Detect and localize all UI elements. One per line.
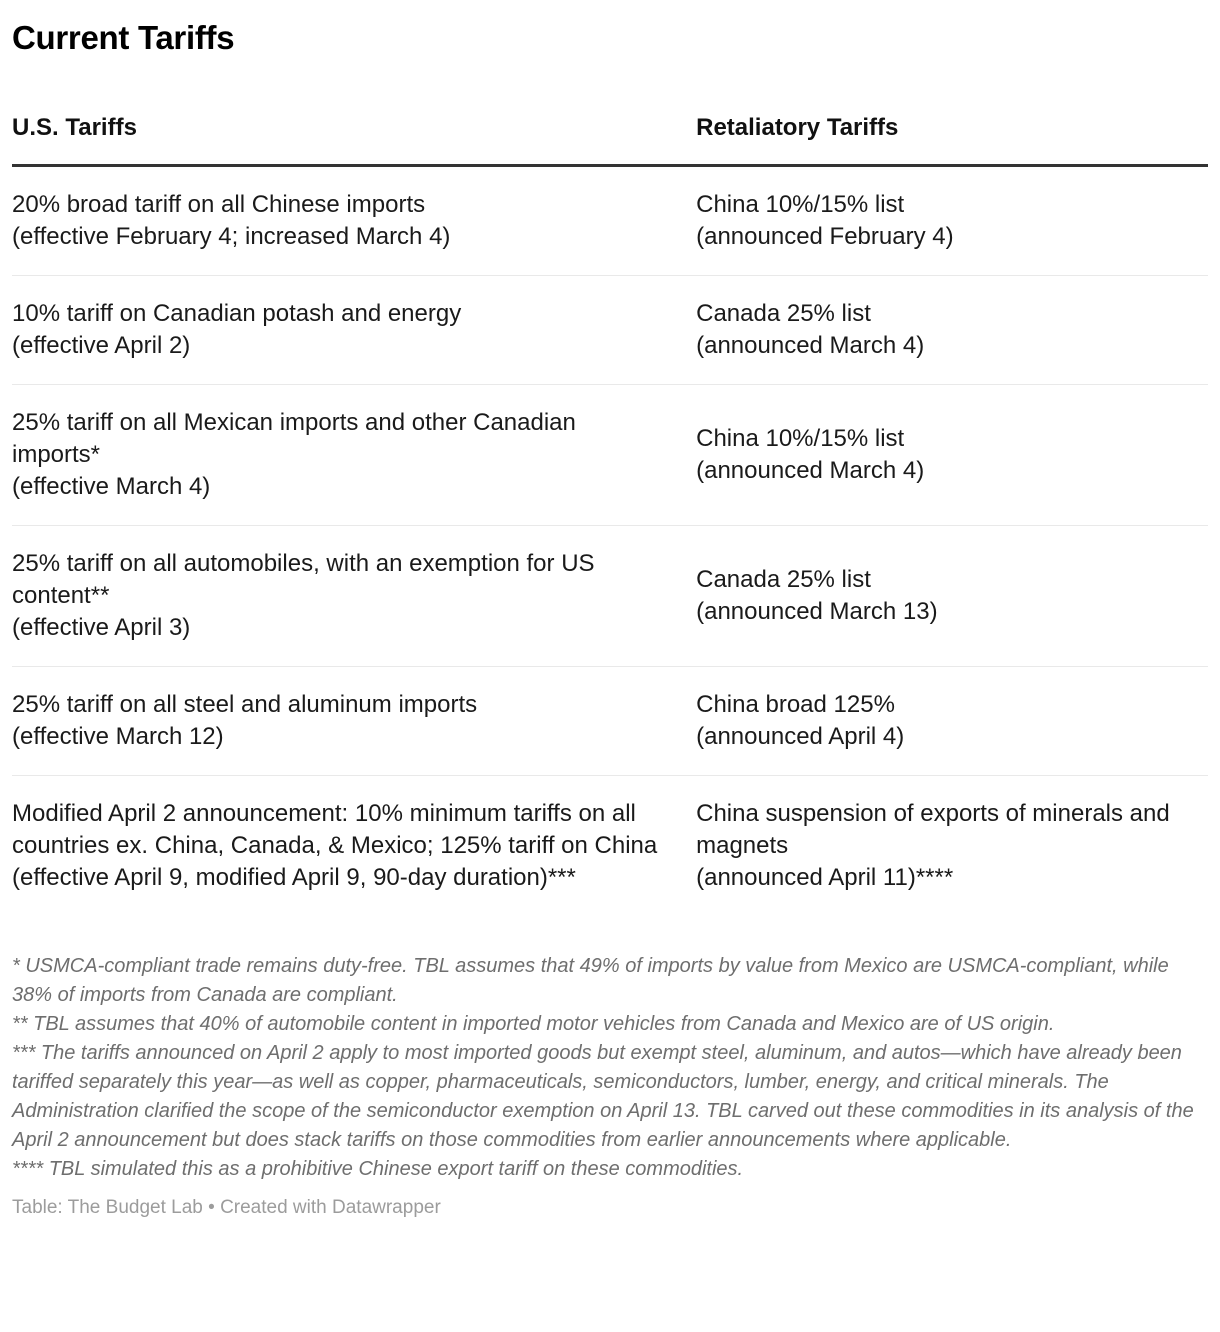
tariff-description: 25% tariff on all automobiles, with an exemption for US content** (12, 550, 595, 609)
page-title: Current Tariffs (12, 19, 235, 56)
us-tariff-cell (12, 276, 696, 385)
footnote-export-tariff: **** TBL simulated this as a prohibitive Chinese export tariff on these commodities. (12, 1158, 744, 1180)
tariff-description: China suspension of exports of minerals and magnets (696, 800, 1170, 859)
table-row (12, 776, 1208, 917)
footnote-auto-content: ** TBL assumes that 40% of automobile content in imported motor vehicles from Canada and Mexico are of US origin. (12, 1013, 1055, 1035)
table-row (12, 276, 1208, 385)
tariff-date-note: (announced March 4) (696, 457, 925, 484)
tariff-description: 25% tariff on all Mexican imports and other Canadian imports* (12, 409, 576, 468)
table-row (12, 166, 1208, 276)
tariffs-table (12, 114, 1208, 916)
tariff-date-note: (effective February 4; increased March 4) (12, 223, 451, 250)
retaliatory-tariff-cell (696, 385, 1208, 526)
column-header-us-tariffs: U.S. Tariffs (12, 114, 696, 166)
footnote-usmca: * USMCA-compliant trade remains duty-free. TBL assumes that 49% of imports by value from Mexico are USMCA-compliant, while 38% of imports from Canada are compliant. (12, 955, 1169, 1006)
header-row (12, 114, 1208, 166)
tariff-date-note: (announced April 4) (696, 723, 905, 750)
tariff-description: China 10%/15% list (696, 191, 905, 218)
tariff-description: 25% tariff on all steel and aluminum imports (12, 691, 478, 718)
table-row (12, 667, 1208, 776)
us-tariff-cell (12, 776, 696, 917)
table-row (12, 385, 1208, 526)
us-tariff-cell (12, 526, 696, 667)
tariff-description: Canada 25% list (696, 300, 871, 327)
tariff-date-note: (effective March 12) (12, 723, 224, 750)
tariff-description: 10% tariff on Canadian potash and energy (12, 300, 462, 327)
tariff-description: China 10%/15% list (696, 425, 905, 452)
table-row (12, 526, 1208, 667)
tariff-date-note: (effective April 9, modified April 9, 90-day duration)*** (12, 864, 576, 891)
tariff-date-note: (announced March 4) (696, 332, 925, 359)
footnote-april2-scope: *** The tariffs announced on April 2 apply to most imported goods but exempt steel, aluminum, and autos—which have already been tariffed separately this year—as well as copper, pharmaceuticals, semiconductors, lumber, energy, and critical minerals. The Administration clarified the scope of the semiconductor exemption on April 13. TBL carved out these commodities in its analysis of the April 2 announcement but does stack tariffs on those commodities from earlier announcements where applicable. (12, 1042, 1194, 1151)
us-tariff-cell (12, 385, 696, 526)
tariff-date-note: (announced April 11)**** (696, 864, 954, 891)
tariff-description: Canada 25% list (696, 566, 871, 593)
footnotes-block (12, 952, 1208, 1184)
tariff-date-note: (effective March 4) (12, 473, 211, 500)
tariff-date-note: (effective April 2) (12, 332, 191, 359)
us-tariff-cell (12, 166, 696, 276)
tariff-date-note: (announced March 13) (696, 598, 938, 625)
tariff-description: China broad 125% (696, 691, 895, 718)
tariff-date-note: (announced February 4) (696, 223, 954, 250)
tariff-description: Modified April 2 announcement: 10% minimum tariffs on all countries ex. China, Canada, & Mexico; 125% tariff on China (12, 800, 658, 859)
retaliatory-tariff-cell (696, 166, 1208, 276)
tariff-date-note: (effective April 3) (12, 614, 191, 641)
retaliatory-tariff-cell (696, 667, 1208, 776)
retaliatory-tariff-cell (696, 776, 1208, 917)
tariff-description: 20% broad tariff on all Chinese imports (12, 191, 426, 218)
retaliatory-tariff-cell (696, 526, 1208, 667)
source-attribution: Table: The Budget Lab • Created with Datawrapper (12, 1197, 441, 1218)
column-header-retaliatory-tariffs: Retaliatory Tariffs (696, 114, 1208, 166)
retaliatory-tariff-cell (696, 276, 1208, 385)
us-tariff-cell (12, 667, 696, 776)
